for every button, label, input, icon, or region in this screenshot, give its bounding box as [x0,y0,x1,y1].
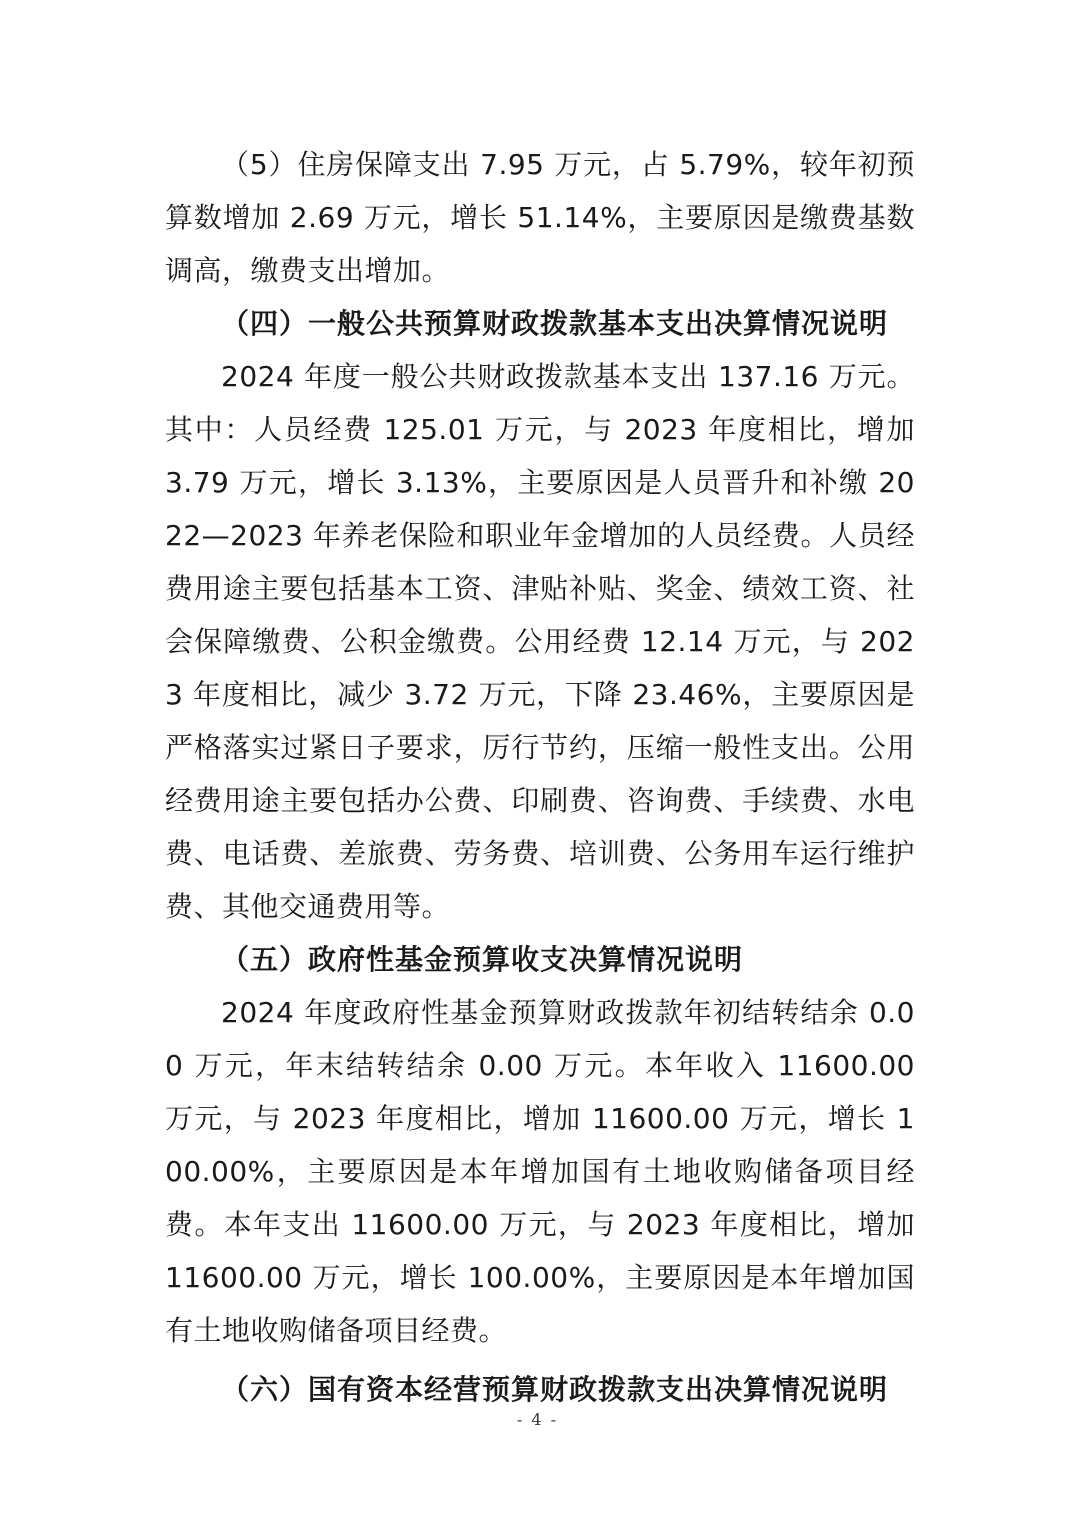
section-heading-basic-expenditure: （四）一般公共预算财政拨款基本支出决算情况说明 [221,307,889,340]
paragraph-housing-expenditure: （5）住房保障支出 7.95 万元，占 5.79%，较年初预算数增加 2.69 万元，增长 51.14%，主要原因是缴费基数调高，缴费支出增加。 [165,148,915,287]
section-heading-state-capital: （六）国有资本经营预算财政拨款支出决算情况说明 [221,1373,889,1406]
section-heading-government-fund: （五）政府性基金预算收支决算情况说明 [221,943,744,976]
document-body [165,138,915,1416]
paragraph-government-fund: 2024 年度政府性基金预算财政拨款年初结转结余 0.00 万元，年末结转结余 0.00 万元。本年收入 11600.00 万元，与 2023 年度相比，增加 11600.00 万元，增长 100.00%，主要原因是本年增加国有土地收购储备项目经费。本年支出 11600.00 万元，与 2023 年度相比，增加 11600.00 万元，增长 100.00%，主要原因是本年增加国有土地收购储备项目经费。 [165,996,915,1347]
page-number: - 4 - [516,1410,559,1429]
paragraph-basic-expenditure: 2024 年度一般公共财政拨款基本支出 137.16 万元。其中：人员经费 125.01 万元，与 2023 年度相比，增加 3.79 万元，增长 3.13%，主要原因是人员晋升和补缴 2022—2023 年养老保险和职业年金增加的人员经费。人员经费用途主要包括基本工资、津贴补贴、奖金、绩效工资、社会保障缴费、公积金缴费。公用经费 12.14 万元，与 2023 年度相比，减少 3.72 万元，下降 23.46%，主要原因是严格落实过紧日子要求，厉行节约，压缩一般性支出。公用经费用途主要包括办公费、印刷费、咨询费、手续费、水电费、电话费、差旅费、劳务费、培训费、公务用车运行维护费、其他交通费用等。 [165,360,915,923]
